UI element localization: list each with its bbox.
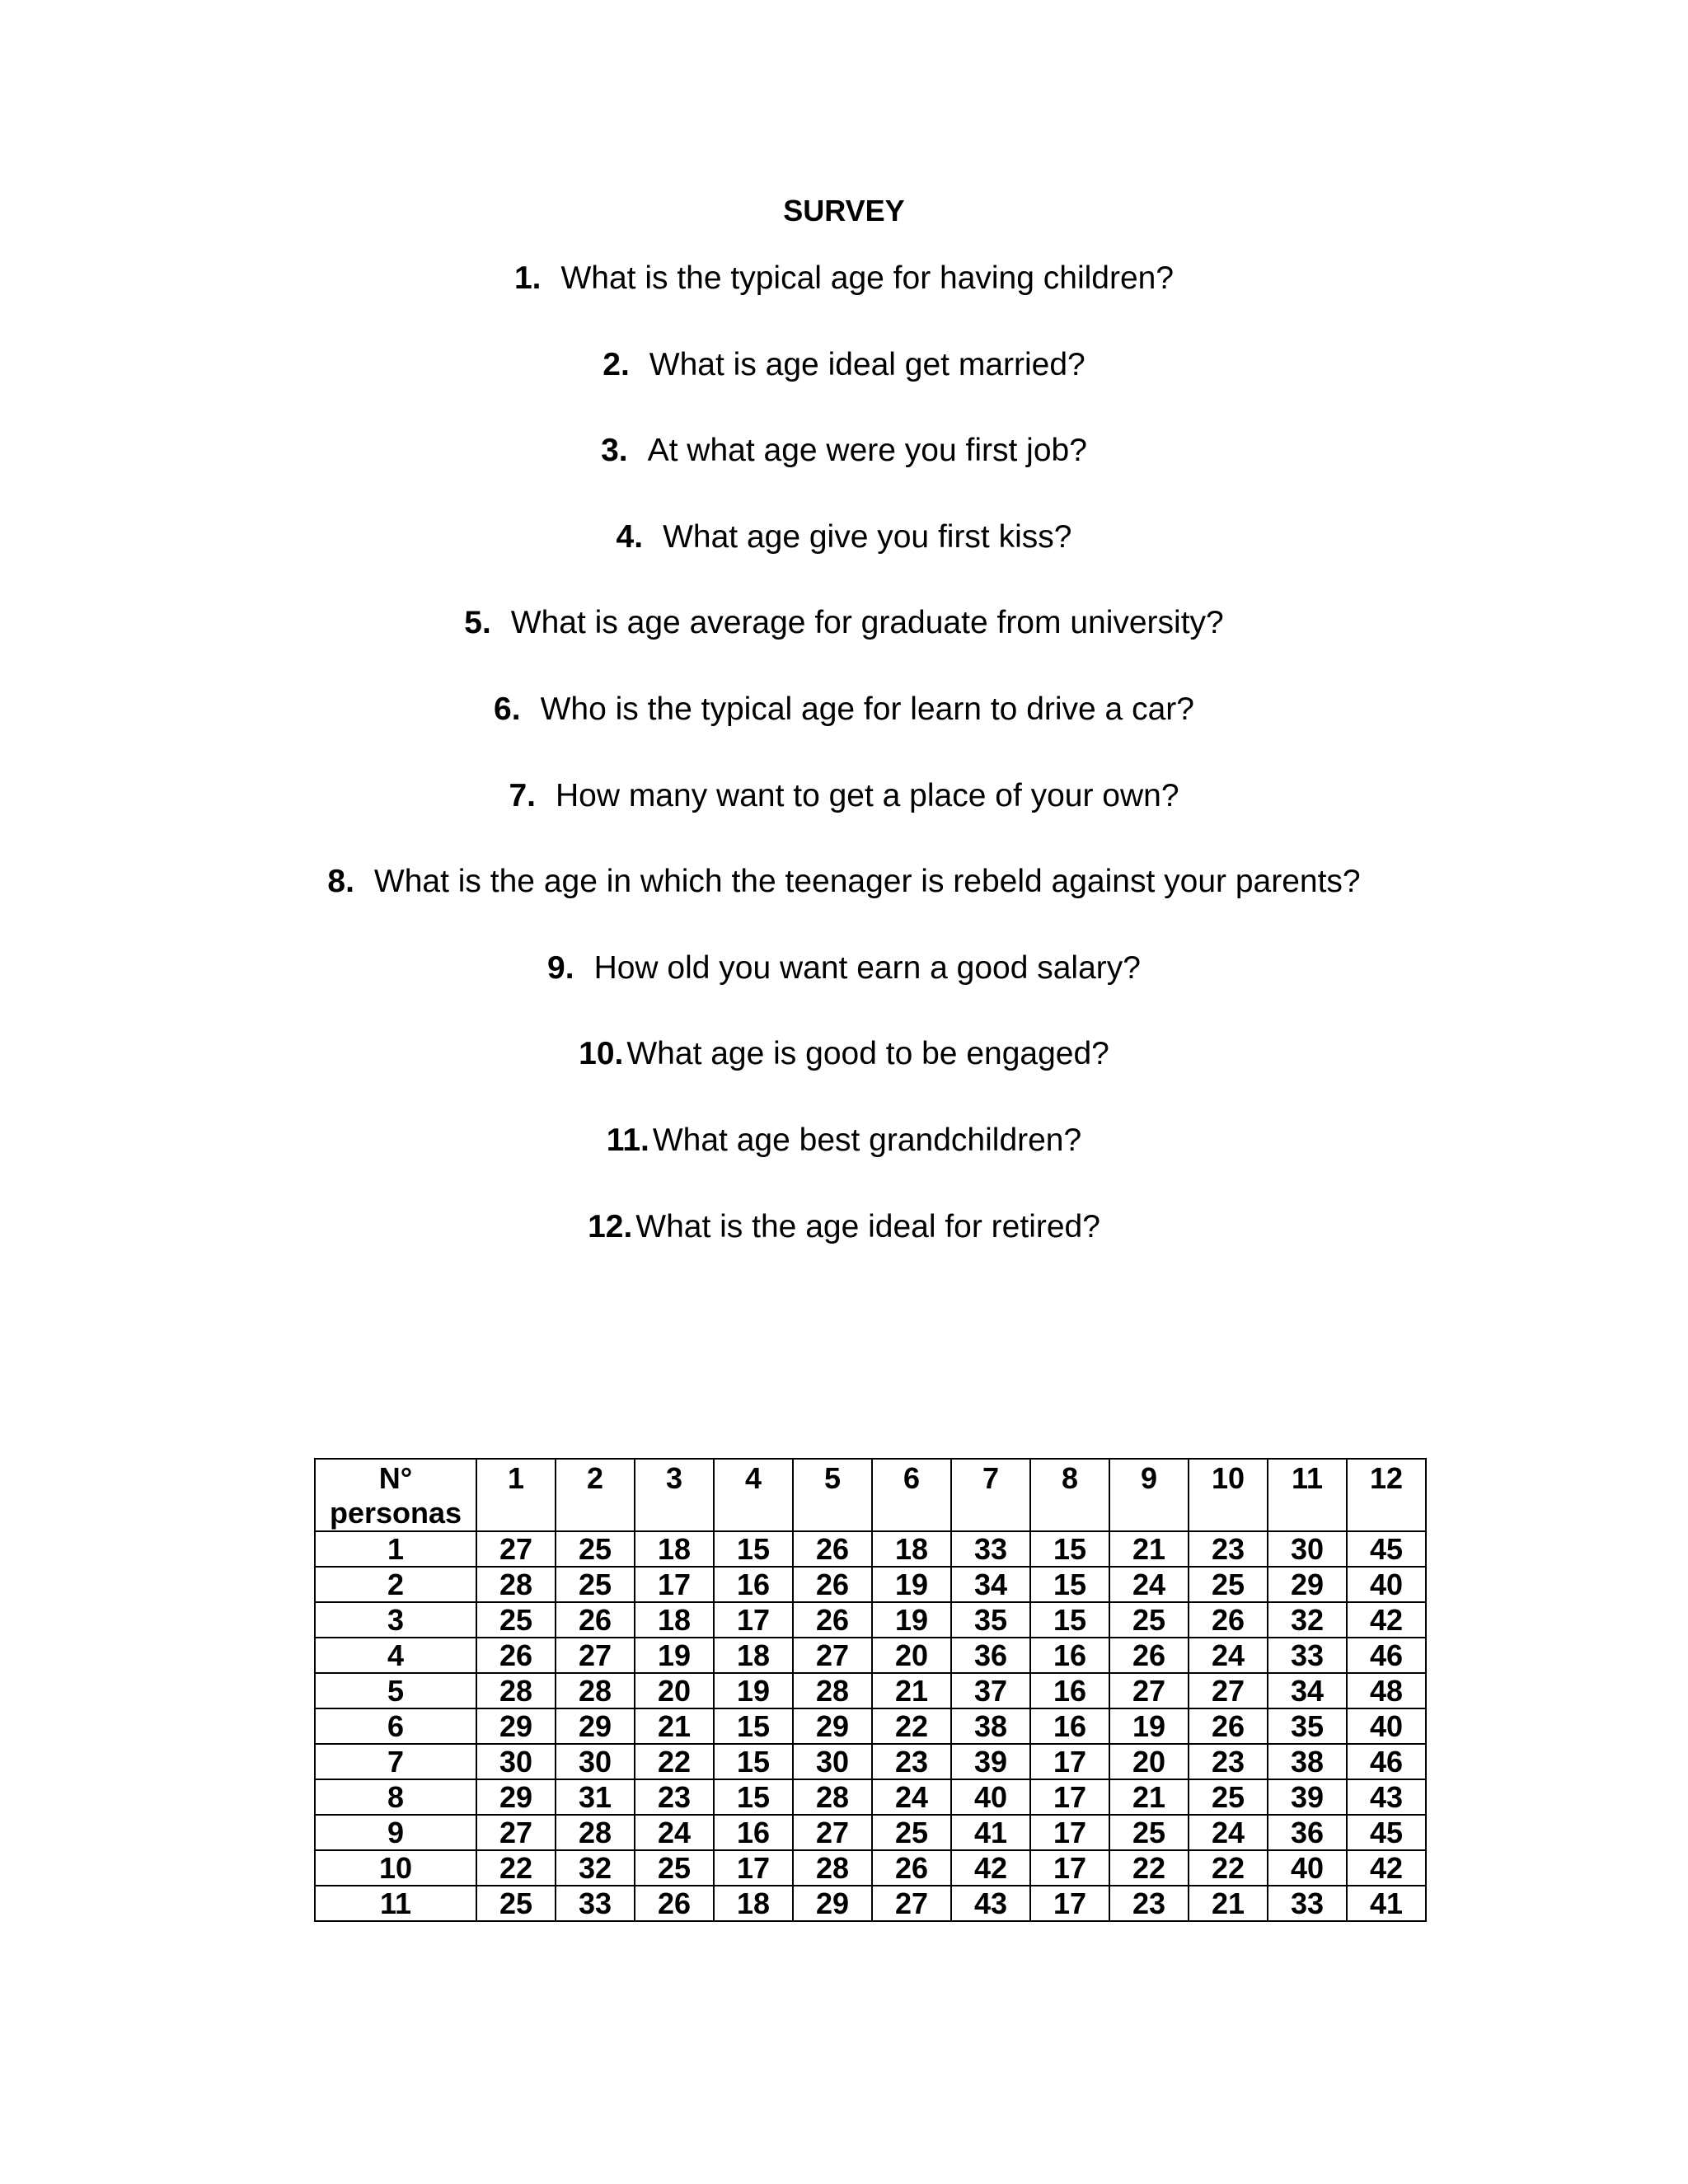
answer-cell: 31 [556,1779,635,1815]
table-row [315,1638,1426,1673]
answer-cell: 27 [793,1815,872,1850]
question-number: 12. [588,1209,633,1244]
answer-cell: 19 [1109,1708,1189,1744]
person-number-cell: 4 [315,1638,476,1673]
answer-cell: 32 [556,1850,635,1886]
answer-cell: 21 [1189,1886,1268,1921]
answer-cell: 32 [1268,1602,1347,1638]
person-number-cell: 5 [315,1673,476,1708]
answer-cell: 25 [1189,1567,1268,1602]
person-number-cell: 9 [315,1815,476,1850]
answer-cell: 28 [556,1673,635,1708]
answer-cell: 27 [1189,1673,1268,1708]
answer-cell: 24 [1189,1815,1268,1850]
answer-cell: 22 [476,1850,556,1886]
question-text: At what age were you first job? [647,433,1087,468]
answer-cell: 18 [714,1638,793,1673]
answer-cell: 45 [1347,1531,1426,1567]
answer-cell: 46 [1347,1638,1426,1673]
answer-cell: 26 [1109,1638,1189,1673]
answer-cell: 38 [951,1708,1030,1744]
header-persons-line1: N° [378,1461,413,1495]
question-item [0,260,1688,297]
person-number-cell: 10 [315,1850,476,1886]
answer-cell: 36 [951,1638,1030,1673]
answer-cell: 16 [1030,1708,1109,1744]
answer-cell: 28 [793,1850,872,1886]
question-item [0,1209,1688,1245]
answer-cell: 27 [476,1531,556,1567]
answer-cell: 15 [714,1531,793,1567]
question-text: What is the age in which the teenager is rebeld against your parents? [373,864,1361,899]
table-row [315,1602,1426,1638]
question-item [0,950,1688,987]
answer-cell: 42 [1347,1850,1426,1886]
answer-cell: 30 [793,1744,872,1779]
answer-cell: 16 [1030,1673,1109,1708]
answer-cell: 23 [872,1744,951,1779]
person-number-cell: 8 [315,1779,476,1815]
question-number: 6. [494,691,521,727]
person-number-cell: 6 [315,1708,476,1744]
person-number-cell: 11 [315,1886,476,1921]
answer-cell: 18 [635,1531,714,1567]
header-persons-line2: personas [329,1496,462,1530]
answer-cell: 35 [1268,1708,1347,1744]
header-question-4: 4 [714,1459,793,1531]
table-row [315,1886,1426,1921]
table-row [315,1708,1426,1744]
answer-cell: 25 [556,1567,635,1602]
answer-cell: 19 [714,1673,793,1708]
answer-cell: 15 [1030,1602,1109,1638]
question-item [0,347,1688,383]
answer-cell: 25 [635,1850,714,1886]
header-question-5: 5 [793,1459,872,1531]
answer-cell: 30 [1268,1531,1347,1567]
answer-cell: 18 [635,1602,714,1638]
question-number: 10. [579,1036,624,1071]
answer-cell: 43 [951,1886,1030,1921]
answer-cell: 17 [635,1567,714,1602]
answer-cell: 23 [1189,1744,1268,1779]
answer-cell: 22 [635,1744,714,1779]
answer-cell: 43 [1347,1779,1426,1815]
question-text: What age best grandchildren? [652,1122,1082,1158]
table-row [315,1850,1426,1886]
question-item [0,864,1688,900]
answer-cell: 37 [951,1673,1030,1708]
answer-cell: 27 [556,1638,635,1673]
answer-cell: 22 [872,1708,951,1744]
header-question-7: 7 [951,1459,1030,1531]
answer-cell: 15 [1030,1531,1109,1567]
person-number-cell: 1 [315,1531,476,1567]
question-text: Who is the typical age for learn to drive a car? [540,691,1194,727]
person-number-cell: 7 [315,1744,476,1779]
answer-cell: 26 [476,1638,556,1673]
answer-cell: 24 [635,1815,714,1850]
answer-cell: 27 [793,1638,872,1673]
answer-cell: 28 [793,1673,872,1708]
question-text: What age is good to be engaged? [626,1036,1109,1071]
table-row [315,1673,1426,1708]
question-text: What is age ideal get married? [649,347,1085,382]
answer-cell: 33 [951,1531,1030,1567]
answer-cell: 19 [872,1602,951,1638]
question-text: How many want to get a place of your own? [555,778,1179,813]
question-number: 8. [327,864,354,899]
answer-cell: 27 [872,1886,951,1921]
table-header-row [315,1459,1426,1531]
answer-cell: 25 [1189,1779,1268,1815]
table-row [315,1744,1426,1779]
answer-cell: 20 [635,1673,714,1708]
answer-cell: 27 [476,1815,556,1850]
person-number-cell: 2 [315,1567,476,1602]
answer-cell: 40 [951,1779,1030,1815]
answer-cell: 48 [1347,1673,1426,1708]
answer-cell: 29 [793,1708,872,1744]
question-number: 3. [601,433,628,468]
question-number: 7. [509,778,536,813]
answer-cell: 21 [872,1673,951,1708]
header-question-9: 9 [1109,1459,1189,1531]
answer-cell: 20 [1109,1744,1189,1779]
answer-cell: 24 [1109,1567,1189,1602]
answer-cell: 28 [793,1779,872,1815]
answer-cell: 29 [556,1708,635,1744]
answer-cell: 29 [476,1708,556,1744]
table-row [315,1567,1426,1602]
question-number: 9. [547,950,574,986]
answer-cell: 30 [476,1744,556,1779]
answer-cell: 25 [476,1602,556,1638]
question-number: 1. [513,260,542,296]
answer-cell: 26 [556,1602,635,1638]
answer-cell: 25 [1109,1815,1189,1850]
answer-cell: 42 [1347,1602,1426,1638]
answer-cell: 16 [714,1815,793,1850]
answer-cell: 17 [1030,1744,1109,1779]
answer-cell: 45 [1347,1815,1426,1850]
answer-cell: 20 [872,1638,951,1673]
answer-cell: 36 [1268,1815,1347,1850]
header-question-6: 6 [872,1459,951,1531]
question-item [0,1036,1688,1072]
answer-cell: 21 [1109,1779,1189,1815]
answer-cell: 17 [714,1602,793,1638]
question-number: 4. [616,519,644,555]
answer-cell: 26 [1189,1602,1268,1638]
answer-cell: 35 [951,1602,1030,1638]
answer-cell: 26 [793,1602,872,1638]
question-text: What age give you first kiss? [663,519,1072,555]
header-question-11: 11 [1268,1459,1347,1531]
question-text: What is the age ideal for retired? [635,1209,1100,1244]
answer-cell: 15 [714,1708,793,1744]
question-item [0,605,1688,641]
answer-cell: 23 [1189,1531,1268,1567]
answer-cell: 22 [1109,1850,1189,1886]
table-row [315,1531,1426,1567]
answer-cell: 23 [635,1779,714,1815]
header-question-8: 8 [1030,1459,1109,1531]
question-text: What is the typical age for having children? [560,260,1175,296]
page-title: SURVEY [783,194,905,227]
answer-cell: 28 [476,1673,556,1708]
answer-cell: 33 [1268,1638,1347,1673]
table-row [315,1815,1426,1850]
table-row [315,1779,1426,1815]
answer-cell: 16 [714,1567,793,1602]
answer-cell: 27 [1109,1673,1189,1708]
header-question-1: 1 [476,1459,556,1531]
answer-cell: 28 [476,1567,556,1602]
question-item [0,778,1688,814]
answer-cell: 30 [556,1744,635,1779]
answer-cell: 24 [872,1779,951,1815]
answer-cell: 18 [872,1531,951,1567]
answer-cell: 46 [1347,1744,1426,1779]
header-persons [315,1459,476,1531]
header-question-10: 10 [1189,1459,1268,1531]
answer-cell: 38 [1268,1744,1347,1779]
answer-cell: 41 [951,1815,1030,1850]
answer-cell: 19 [872,1567,951,1602]
answer-cell: 21 [635,1708,714,1744]
question-text: What is age average for graduate from university? [510,605,1224,640]
answer-cell: 29 [793,1886,872,1921]
answer-cell: 15 [714,1779,793,1815]
answer-cell: 39 [951,1744,1030,1779]
answer-cell: 17 [1030,1815,1109,1850]
answer-cell: 26 [793,1567,872,1602]
answer-cell: 39 [1268,1779,1347,1815]
answer-cell: 15 [714,1744,793,1779]
question-number: 5. [464,605,491,640]
answer-cell: 28 [556,1815,635,1850]
answer-cell: 40 [1347,1708,1426,1744]
answer-cell: 19 [635,1638,714,1673]
answer-cell: 26 [635,1886,714,1921]
answer-cell: 26 [793,1531,872,1567]
question-item [0,433,1688,469]
answer-cell: 40 [1347,1567,1426,1602]
answer-cell: 17 [1030,1779,1109,1815]
answer-cell: 25 [556,1531,635,1567]
question-number: 2. [603,347,630,382]
answer-cell: 18 [714,1886,793,1921]
answer-cell: 26 [1189,1708,1268,1744]
answer-cell: 16 [1030,1638,1109,1673]
question-item [0,519,1688,555]
answer-cell: 29 [1268,1567,1347,1602]
header-question-3: 3 [635,1459,714,1531]
answer-cell: 24 [1189,1638,1268,1673]
question-text: How old you want earn a good salary? [593,950,1141,986]
answer-cell: 40 [1268,1850,1347,1886]
question-item [0,691,1688,728]
answer-cell: 25 [1109,1602,1189,1638]
question-item [0,1122,1688,1159]
header-question-2: 2 [556,1459,635,1531]
answer-cell: 26 [872,1850,951,1886]
answer-cell: 34 [951,1567,1030,1602]
answer-cell: 25 [872,1815,951,1850]
header-question-12: 12 [1347,1459,1426,1531]
answer-cell: 42 [951,1850,1030,1886]
question-number: 11. [606,1122,649,1158]
answer-cell: 23 [1109,1886,1189,1921]
answer-cell: 21 [1109,1531,1189,1567]
answer-cell: 34 [1268,1673,1347,1708]
answer-cell: 33 [1268,1886,1347,1921]
person-number-cell: 3 [315,1602,476,1638]
answer-cell: 41 [1347,1886,1426,1921]
answer-cell: 22 [1189,1850,1268,1886]
answer-cell: 25 [476,1886,556,1921]
answer-cell: 17 [1030,1886,1109,1921]
answer-cell: 29 [476,1779,556,1815]
answer-cell: 15 [1030,1567,1109,1602]
answer-cell: 17 [714,1850,793,1886]
survey-results-table [314,1458,1427,1922]
answer-cell: 33 [556,1886,635,1921]
answer-cell: 17 [1030,1850,1109,1886]
